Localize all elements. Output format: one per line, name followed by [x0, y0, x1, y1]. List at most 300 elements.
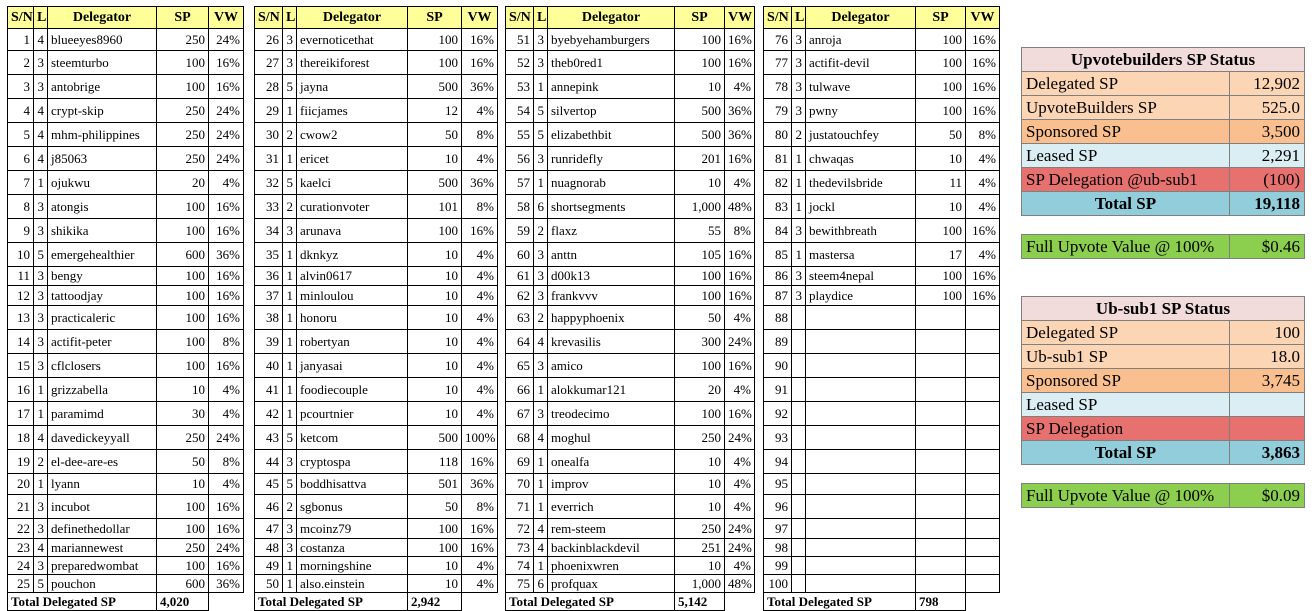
serial-number: 40 — [255, 354, 283, 378]
table-row — [8, 219, 244, 243]
serial-number: 83 — [764, 195, 792, 219]
level: 1 — [283, 306, 297, 330]
header-level: L — [283, 7, 297, 29]
serial-number: 20 — [8, 474, 34, 495]
delegator-name: silvertop — [548, 99, 675, 123]
table-row — [506, 147, 755, 171]
sp-amount: 100 — [408, 519, 462, 539]
sp-amount — [916, 306, 966, 330]
serial-number: 14 — [8, 330, 34, 354]
serial-number: 58 — [506, 195, 534, 219]
level — [792, 557, 806, 575]
sp-amount: 100 — [408, 29, 462, 51]
sp-amount: 11 — [916, 171, 966, 195]
header-vw: VW — [966, 7, 1000, 29]
level: 3 — [34, 495, 48, 519]
table-row — [764, 267, 1000, 286]
vote-weight: 16% — [966, 99, 1000, 123]
table-row — [506, 474, 755, 495]
status-label: Ub-sub1 SP — [1022, 345, 1230, 369]
serial-number: 16 — [8, 378, 34, 402]
vote-weight: 16% — [209, 286, 244, 306]
level: 2 — [283, 495, 297, 519]
delegator-name: honoru — [297, 306, 408, 330]
serial-number: 49 — [255, 557, 283, 575]
sp-amount — [916, 378, 966, 402]
table-row — [255, 378, 498, 402]
level — [792, 450, 806, 474]
delegator-name: byebyehamburgers — [548, 29, 675, 51]
level: 1 — [792, 195, 806, 219]
delegator-name: cwow2 — [297, 123, 408, 147]
vote-weight: 16% — [966, 51, 1000, 75]
delegator-name: fiicjames — [297, 99, 408, 123]
delegator-name: davedickeyyall — [48, 426, 157, 450]
serial-number: 84 — [764, 219, 792, 243]
level: 2 — [534, 306, 548, 330]
level: 4 — [534, 330, 548, 354]
level: 1 — [283, 243, 297, 267]
table-row — [506, 243, 755, 267]
serial-number: 10 — [8, 243, 34, 267]
serial-number: 4 — [8, 99, 34, 123]
serial-number: 5 — [8, 123, 34, 147]
delegator-name: foodiecouple — [297, 378, 408, 402]
table-row — [255, 450, 498, 474]
vote-weight: 4% — [462, 99, 498, 123]
table-row — [764, 51, 1000, 75]
delegator-name: boddhisattva — [297, 474, 408, 495]
sp-amount: 50 — [408, 495, 462, 519]
level: 4 — [34, 123, 48, 147]
total-row-blank — [966, 593, 1000, 611]
level: 1 — [283, 354, 297, 378]
sp-amount — [916, 557, 966, 575]
delegator-name: arunava — [297, 219, 408, 243]
level: 5 — [34, 243, 48, 267]
sp-amount: 10 — [675, 75, 725, 99]
total-delegated-value: 4,020 — [157, 593, 209, 611]
sp-amount: 100 — [675, 51, 725, 75]
level: 3 — [34, 195, 48, 219]
level: 1 — [283, 378, 297, 402]
level: 3 — [792, 286, 806, 306]
level: 3 — [534, 51, 548, 75]
delegator-name: steem4nepal — [806, 267, 916, 286]
sp-amount — [916, 495, 966, 519]
table-row — [764, 195, 1000, 219]
vote-weight: 4% — [725, 450, 755, 474]
sp-amount — [916, 519, 966, 539]
vote-weight: 4% — [725, 75, 755, 99]
total-row — [764, 593, 1000, 611]
serial-number: 27 — [255, 51, 283, 75]
vote-weight: 4% — [966, 243, 1000, 267]
vote-weight — [966, 378, 1000, 402]
vote-weight: 16% — [462, 219, 498, 243]
sp-amount: 100 — [157, 219, 209, 243]
serial-number: 48 — [255, 539, 283, 557]
vote-weight: 24% — [209, 29, 244, 51]
sp-amount: 250 — [157, 147, 209, 171]
level: 2 — [792, 123, 806, 147]
status-label: Sponsored SP — [1022, 120, 1230, 144]
serial-number: 75 — [506, 575, 534, 593]
sp-amount: 250 — [157, 123, 209, 147]
delegator-name: dknkyz — [297, 243, 408, 267]
delegator-name — [806, 539, 916, 557]
table-row — [255, 147, 498, 171]
sp-amount: 100 — [157, 495, 209, 519]
delegator-name: incubot — [48, 495, 157, 519]
vote-weight: 4% — [725, 378, 755, 402]
status-value: 3,500 — [1230, 120, 1305, 144]
serial-number: 13 — [8, 306, 34, 330]
serial-number: 21 — [8, 495, 34, 519]
serial-number: 9 — [8, 219, 34, 243]
header-sp: SP — [675, 7, 725, 29]
serial-number: 88 — [764, 306, 792, 330]
header-delegator: Delegator — [806, 7, 916, 29]
delegator-name: runridefly — [548, 147, 675, 171]
vote-weight: 4% — [966, 147, 1000, 171]
vote-weight: 36% — [462, 474, 498, 495]
serial-number: 77 — [764, 51, 792, 75]
level: 4 — [534, 426, 548, 450]
table-row — [255, 51, 498, 75]
serial-number: 95 — [764, 474, 792, 495]
delegator-name: improv — [548, 474, 675, 495]
level: 1 — [534, 495, 548, 519]
vote-weight — [966, 306, 1000, 330]
delegator-name: elizabethbit — [548, 123, 675, 147]
level: 3 — [534, 402, 548, 426]
table-row — [255, 402, 498, 426]
level: 2 — [283, 195, 297, 219]
serial-number: 7 — [8, 171, 34, 195]
delegator-table-3 — [505, 6, 755, 611]
sp-amount: 10 — [408, 147, 462, 171]
sp-amount: 10 — [408, 354, 462, 378]
level — [792, 330, 806, 354]
sp-amount: 500 — [675, 123, 725, 147]
level: 1 — [792, 243, 806, 267]
table-row — [506, 29, 755, 51]
sp-amount: 250 — [157, 29, 209, 51]
delegator-name: mcoinz79 — [297, 519, 408, 539]
table-row — [764, 450, 1000, 474]
table-row — [255, 75, 498, 99]
table-row — [8, 519, 244, 539]
status-value: 2,291 — [1230, 144, 1305, 168]
table-row — [764, 243, 1000, 267]
vote-weight: 4% — [725, 495, 755, 519]
table-row — [255, 575, 498, 593]
serial-number: 17 — [8, 402, 34, 426]
serial-number: 79 — [764, 99, 792, 123]
vote-weight: 24% — [209, 539, 244, 557]
header-delegator: Delegator — [548, 7, 675, 29]
delegator-name: j85063 — [48, 147, 157, 171]
serial-number: 89 — [764, 330, 792, 354]
delegator-name: cryptospa — [297, 450, 408, 474]
level: 1 — [792, 147, 806, 171]
level: 1 — [34, 171, 48, 195]
sp-amount: 118 — [408, 450, 462, 474]
sp-amount: 100 — [675, 286, 725, 306]
delegator-name: pwny — [806, 99, 916, 123]
total-delegated-value: 5,142 — [675, 593, 725, 611]
serial-number: 52 — [506, 51, 534, 75]
delegator-name: treodecimo — [548, 402, 675, 426]
sp-amount: 10 — [675, 495, 725, 519]
table-row — [255, 99, 498, 123]
serial-number: 41 — [255, 378, 283, 402]
table-row — [764, 99, 1000, 123]
table-row — [8, 267, 244, 286]
table-row — [506, 306, 755, 330]
delegator-name: actifit-devil — [806, 51, 916, 75]
total-row — [255, 593, 498, 611]
level: 1 — [792, 171, 806, 195]
delegator-name: blueeyes8960 — [48, 29, 157, 51]
delegator-name — [806, 426, 916, 450]
sp-amount — [916, 474, 966, 495]
serial-number: 76 — [764, 29, 792, 51]
vote-weight: 16% — [209, 306, 244, 330]
delegator-name: anttn — [548, 243, 675, 267]
level: 3 — [34, 519, 48, 539]
table-row — [255, 539, 498, 557]
table-row — [506, 402, 755, 426]
vote-weight: 16% — [966, 29, 1000, 51]
delegator-name: justatouchfey — [806, 123, 916, 147]
table-row — [506, 539, 755, 557]
table-row — [764, 575, 1000, 593]
table-row — [764, 171, 1000, 195]
sp-amount — [916, 450, 966, 474]
table-row — [764, 330, 1000, 354]
sp-amount: 105 — [675, 243, 725, 267]
vote-weight — [966, 426, 1000, 450]
delegator-table-2 — [254, 6, 498, 611]
sp-amount: 30 — [157, 402, 209, 426]
delegator-name: robertyan — [297, 330, 408, 354]
sp-amount: 100 — [157, 267, 209, 286]
sp-amount: 100 — [408, 219, 462, 243]
delegator-name: janyasai — [297, 354, 408, 378]
status-value: 18.0 — [1230, 345, 1305, 369]
header-vw: VW — [209, 7, 244, 29]
level: 3 — [34, 286, 48, 306]
vote-weight: 24% — [725, 539, 755, 557]
delegator-name: thereikiforest — [297, 51, 408, 75]
table-row — [8, 474, 244, 495]
serial-number: 96 — [764, 495, 792, 519]
serial-number: 3 — [8, 75, 34, 99]
serial-number: 6 — [8, 147, 34, 171]
header-sp: SP — [916, 7, 966, 29]
table-row — [8, 51, 244, 75]
sp-amount: 10 — [675, 557, 725, 575]
serial-number: 31 — [255, 147, 283, 171]
level: 3 — [792, 51, 806, 75]
sp-amount: 10 — [408, 575, 462, 593]
serial-number: 44 — [255, 450, 283, 474]
level: 5 — [283, 426, 297, 450]
total-row-blank — [209, 593, 244, 611]
status-value: 12,902 — [1230, 72, 1305, 96]
level: 3 — [283, 450, 297, 474]
level: 1 — [534, 557, 548, 575]
level: 3 — [34, 354, 48, 378]
vote-weight: 16% — [209, 51, 244, 75]
full-upvote-label: Full Upvote Value @ 100% — [1022, 484, 1230, 508]
serial-number: 67 — [506, 402, 534, 426]
level: 5 — [283, 171, 297, 195]
table-row — [764, 495, 1000, 519]
sp-amount: 501 — [408, 474, 462, 495]
status-value — [1230, 417, 1305, 441]
table-row — [506, 75, 755, 99]
serial-number: 64 — [506, 330, 534, 354]
level: 3 — [792, 219, 806, 243]
sp-amount: 100 — [157, 330, 209, 354]
serial-number: 56 — [506, 147, 534, 171]
level: 3 — [534, 243, 548, 267]
sp-amount: 300 — [675, 330, 725, 354]
table-row — [8, 195, 244, 219]
vote-weight: 16% — [209, 557, 244, 575]
delegator-name: amico — [548, 354, 675, 378]
level: 1 — [534, 450, 548, 474]
delegator-name: sgbonus — [297, 495, 408, 519]
level: 3 — [34, 75, 48, 99]
sp-amount: 100 — [157, 195, 209, 219]
table-row — [506, 51, 755, 75]
level: 3 — [283, 29, 297, 51]
vote-weight: 8% — [209, 330, 244, 354]
vote-weight: 4% — [462, 267, 498, 286]
sp-amount: 100 — [157, 519, 209, 539]
total-row — [506, 593, 755, 611]
table-row — [255, 171, 498, 195]
sp-amount: 100 — [916, 286, 966, 306]
vote-weight: 4% — [462, 402, 498, 426]
delegator-name: costanza — [297, 539, 408, 557]
serial-number: 26 — [255, 29, 283, 51]
serial-number: 81 — [764, 147, 792, 171]
table-row — [764, 123, 1000, 147]
vote-weight: 4% — [725, 474, 755, 495]
header-delegator: Delegator — [48, 7, 157, 29]
delegator-name: jayna — [297, 75, 408, 99]
vote-weight: 8% — [209, 450, 244, 474]
level: 1 — [534, 171, 548, 195]
delegator-name: alokkumar121 — [548, 378, 675, 402]
sp-amount: 500 — [408, 426, 462, 450]
sp-amount: 1,000 — [675, 575, 725, 593]
sp-amount: 50 — [408, 123, 462, 147]
sp-amount: 250 — [157, 99, 209, 123]
table-row — [764, 557, 1000, 575]
ubsub1-full-upvote — [1021, 483, 1305, 508]
vote-weight: 4% — [209, 402, 244, 426]
total-sp-value: 3,863 — [1230, 441, 1305, 465]
sp-amount — [916, 330, 966, 354]
delegator-name: mariannewest — [48, 539, 157, 557]
table-row — [764, 219, 1000, 243]
delegator-name: mhm-philippines — [48, 123, 157, 147]
table-row — [764, 402, 1000, 426]
level — [792, 575, 806, 593]
vote-weight: 24% — [725, 519, 755, 539]
vote-weight: 4% — [462, 575, 498, 593]
delegator-name — [806, 306, 916, 330]
level: 3 — [534, 147, 548, 171]
level — [792, 402, 806, 426]
delegator-name: also.einstein — [297, 575, 408, 593]
sp-amount: 100 — [916, 99, 966, 123]
table-row — [764, 75, 1000, 99]
delegator-name: lyann — [48, 474, 157, 495]
vote-weight: 100% — [462, 426, 498, 450]
delegator-name — [806, 575, 916, 593]
table-row — [8, 378, 244, 402]
vote-weight: 16% — [209, 267, 244, 286]
delegator-name: everrich — [548, 495, 675, 519]
full-upvote-value: $0.46 — [1230, 235, 1305, 259]
level: 3 — [792, 29, 806, 51]
delegator-name: phoenixwren — [548, 557, 675, 575]
level: 5 — [534, 99, 548, 123]
sp-amount: 100 — [157, 75, 209, 99]
serial-number: 69 — [506, 450, 534, 474]
delegator-name: alvin0617 — [297, 267, 408, 286]
serial-number: 32 — [255, 171, 283, 195]
table-row — [764, 474, 1000, 495]
vote-weight: 4% — [462, 147, 498, 171]
header-sn: S/N — [764, 7, 792, 29]
header-delegator: Delegator — [297, 7, 408, 29]
level: 1 — [283, 557, 297, 575]
delegator-name: practicaleric — [48, 306, 157, 330]
level: 3 — [534, 267, 548, 286]
level: 3 — [283, 219, 297, 243]
delegator-name — [806, 450, 916, 474]
delegator-name: profquax — [548, 575, 675, 593]
vote-weight: 48% — [725, 575, 755, 593]
status-value: 100 — [1230, 321, 1305, 345]
vote-weight: 24% — [725, 426, 755, 450]
table-row — [506, 267, 755, 286]
sp-amount: 100 — [157, 51, 209, 75]
level: 3 — [792, 267, 806, 286]
vote-weight: 4% — [462, 306, 498, 330]
delegator-name: definethedollar — [48, 519, 157, 539]
level: 3 — [283, 539, 297, 557]
sp-amount: 100 — [157, 286, 209, 306]
serial-number: 97 — [764, 519, 792, 539]
serial-number: 18 — [8, 426, 34, 450]
vote-weight — [966, 519, 1000, 539]
table-row — [8, 147, 244, 171]
level: 1 — [283, 330, 297, 354]
status-label: Delegated SP — [1022, 72, 1230, 96]
level: 3 — [792, 99, 806, 123]
delegator-name: kaelci — [297, 171, 408, 195]
table-row — [506, 123, 755, 147]
